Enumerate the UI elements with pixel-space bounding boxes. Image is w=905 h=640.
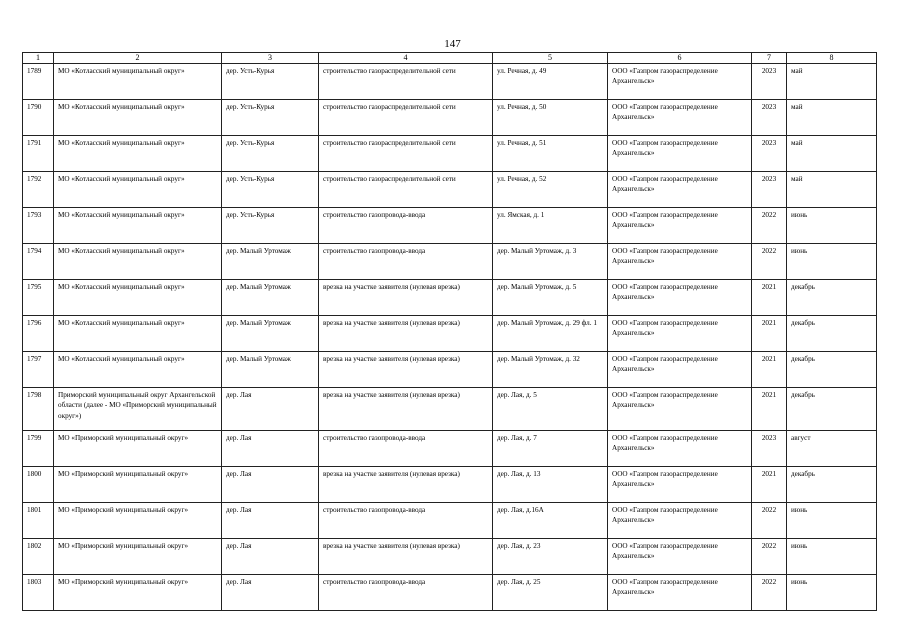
address-cell: дер. Лая, д. 5 — [493, 388, 608, 431]
table-row — [23, 539, 877, 575]
table-row — [23, 100, 877, 136]
month-cell: июнь — [787, 208, 877, 244]
table-row — [23, 575, 877, 611]
settlement-cell: дер. Лая — [222, 575, 319, 611]
operator-cell: ООО «Газпром газораспределение Архангельск» — [608, 352, 752, 388]
settlement-cell: дер. Усть-Курья — [222, 64, 319, 100]
year-cell: 2021 — [752, 388, 787, 431]
table-row — [23, 503, 877, 539]
row-number-cell: 1790 — [23, 100, 54, 136]
row-number-cell: 1789 — [23, 64, 54, 100]
month-cell: май — [787, 136, 877, 172]
row-number-cell: 1793 — [23, 208, 54, 244]
row-number-cell: 1794 — [23, 244, 54, 280]
municipality-cell: МО «Приморский муниципальный округ» — [54, 503, 222, 539]
municipality-cell: МО «Котласский муниципальный округ» — [54, 244, 222, 280]
row-number-cell: 1792 — [23, 172, 54, 208]
address-cell: ул. Речная, д. 49 — [493, 64, 608, 100]
work-type-cell: строительство газораспределительной сети — [319, 172, 493, 208]
column-header: 3 — [222, 53, 319, 64]
year-cell: 2022 — [752, 208, 787, 244]
work-type-cell: врезка на участке заявителя (нулевая врезка) — [319, 467, 493, 503]
month-cell: декабрь — [787, 316, 877, 352]
work-type-cell: строительство газопровода-ввода — [319, 208, 493, 244]
work-type-cell: строительство газопровода-ввода — [319, 575, 493, 611]
column-header: 7 — [752, 53, 787, 64]
municipality-cell: МО «Котласский муниципальный округ» — [54, 280, 222, 316]
settlement-cell: дер. Лая — [222, 503, 319, 539]
month-cell: декабрь — [787, 467, 877, 503]
operator-cell: ООО «Газпром газораспределение Архангельск» — [608, 208, 752, 244]
municipality-cell: МО «Котласский муниципальный округ» — [54, 64, 222, 100]
operator-cell: ООО «Газпром газораспределение Архангельск» — [608, 431, 752, 467]
month-cell: июнь — [787, 244, 877, 280]
year-cell: 2023 — [752, 100, 787, 136]
table-row — [23, 244, 877, 280]
row-number-cell: 1791 — [23, 136, 54, 172]
work-type-cell: строительство газораспределительной сети — [319, 136, 493, 172]
row-number-cell: 1799 — [23, 431, 54, 467]
operator-cell: ООО «Газпром газораспределение Архангельск» — [608, 539, 752, 575]
work-type-cell: строительство газораспределительной сети — [319, 64, 493, 100]
table-row — [23, 467, 877, 503]
row-number-cell: 1795 — [23, 280, 54, 316]
address-cell: дер. Лая, д. 7 — [493, 431, 608, 467]
row-number-cell: 1800 — [23, 467, 54, 503]
table-body — [23, 64, 877, 611]
row-number-cell: 1798 — [23, 388, 54, 431]
month-cell: декабрь — [787, 352, 877, 388]
address-cell: дер. Малый Уртомаж, д. 3 — [493, 244, 608, 280]
year-cell: 2022 — [752, 539, 787, 575]
year-cell: 2021 — [752, 280, 787, 316]
work-type-cell: строительство газопровода-ввода — [319, 503, 493, 539]
address-cell: ул. Ямская, д. 1 — [493, 208, 608, 244]
operator-cell: ООО «Газпром газораспределение Архангельск» — [608, 316, 752, 352]
registry-table — [22, 52, 877, 611]
column-header: 2 — [54, 53, 222, 64]
municipality-cell: МО «Приморский муниципальный округ» — [54, 431, 222, 467]
operator-cell: ООО «Газпром газораспределение Архангельск» — [608, 172, 752, 208]
year-cell: 2023 — [752, 172, 787, 208]
table-row — [23, 280, 877, 316]
year-cell: 2022 — [752, 575, 787, 611]
table-row — [23, 352, 877, 388]
address-cell: дер. Лая, д.16А — [493, 503, 608, 539]
municipality-cell: МО «Котласский муниципальный округ» — [54, 100, 222, 136]
address-cell: дер. Малый Уртомаж, д. 32 — [493, 352, 608, 388]
municipality-cell: МО «Котласский муниципальный округ» — [54, 172, 222, 208]
year-cell: 2022 — [752, 503, 787, 539]
municipality-cell: МО «Котласский муниципальный округ» — [54, 316, 222, 352]
table-row — [23, 431, 877, 467]
work-type-cell: строительство газораспределительной сети — [319, 100, 493, 136]
operator-cell: ООО «Газпром газораспределение Архангельск» — [608, 136, 752, 172]
column-header: 6 — [608, 53, 752, 64]
table-row — [23, 316, 877, 352]
address-cell: ул. Речная, д. 51 — [493, 136, 608, 172]
year-cell: 2021 — [752, 352, 787, 388]
row-number-cell: 1797 — [23, 352, 54, 388]
operator-cell: ООО «Газпром газораспределение Архангельск» — [608, 280, 752, 316]
settlement-cell: дер. Лая — [222, 539, 319, 575]
row-number-cell: 1802 — [23, 539, 54, 575]
month-cell: декабрь — [787, 388, 877, 431]
year-cell: 2021 — [752, 467, 787, 503]
header-row — [23, 53, 877, 64]
operator-cell: ООО «Газпром газораспределение Архангельск» — [608, 503, 752, 539]
settlement-cell: дер. Малый Уртомаж — [222, 280, 319, 316]
settlement-cell: дер. Лая — [222, 388, 319, 431]
row-number-cell: 1801 — [23, 503, 54, 539]
month-cell: июнь — [787, 575, 877, 611]
year-cell: 2021 — [752, 316, 787, 352]
year-cell: 2023 — [752, 431, 787, 467]
year-cell: 2023 — [752, 136, 787, 172]
year-cell: 2022 — [752, 244, 787, 280]
month-cell: декабрь — [787, 280, 877, 316]
address-cell: дер. Малый Уртомаж, д. 5 — [493, 280, 608, 316]
work-type-cell: строительство газопровода-ввода — [319, 244, 493, 280]
month-cell: август — [787, 431, 877, 467]
row-number-cell: 1796 — [23, 316, 54, 352]
operator-cell: ООО «Газпром газораспределение Архангельск» — [608, 244, 752, 280]
month-cell: май — [787, 100, 877, 136]
municipality-cell: МО «Приморский муниципальный округ» — [54, 575, 222, 611]
settlement-cell: дер. Малый Уртомаж — [222, 316, 319, 352]
address-cell: ул. Речная, д. 50 — [493, 100, 608, 136]
settlement-cell: дер. Усть-Курья — [222, 208, 319, 244]
month-cell: июнь — [787, 503, 877, 539]
table-row — [23, 208, 877, 244]
settlement-cell: дер. Лая — [222, 431, 319, 467]
column-header: 4 — [319, 53, 493, 64]
municipality-cell: МО «Котласский муниципальный округ» — [54, 136, 222, 172]
page-number: 147 — [444, 38, 461, 50]
operator-cell: ООО «Газпром газораспределение Архангельск» — [608, 388, 752, 431]
work-type-cell: врезка на участке заявителя (нулевая врезка) — [319, 388, 493, 431]
work-type-cell: врезка на участке заявителя (нулевая врезка) — [319, 539, 493, 575]
table-row — [23, 136, 877, 172]
municipality-cell: МО «Котласский муниципальный округ» — [54, 352, 222, 388]
column-header: 1 — [23, 53, 54, 64]
operator-cell: ООО «Газпром газораспределение Архангельск» — [608, 467, 752, 503]
settlement-cell: дер. Малый Уртомаж — [222, 244, 319, 280]
settlement-cell: дер. Лая — [222, 467, 319, 503]
operator-cell: ООО «Газпром газораспределение Архангельск» — [608, 100, 752, 136]
work-type-cell: врезка на участке заявителя (нулевая врезка) — [319, 280, 493, 316]
address-cell: дер. Лая, д. 13 — [493, 467, 608, 503]
settlement-cell: дер. Усть-Курья — [222, 136, 319, 172]
column-header: 8 — [787, 53, 877, 64]
month-cell: май — [787, 172, 877, 208]
operator-cell: ООО «Газпром газораспределение Архангельск» — [608, 575, 752, 611]
municipality-cell: МО «Приморский муниципальный округ» — [54, 467, 222, 503]
address-cell: дер. Лая, д. 25 — [493, 575, 608, 611]
year-cell: 2023 — [752, 64, 787, 100]
address-cell: ул. Речная, д. 52 — [493, 172, 608, 208]
column-header: 5 — [493, 53, 608, 64]
work-type-cell: строительство газопровода-ввода — [319, 431, 493, 467]
address-cell: дер. Лая, д. 23 — [493, 539, 608, 575]
settlement-cell: дер. Усть-Курья — [222, 100, 319, 136]
municipality-cell: МО «Приморский муниципальный округ» — [54, 539, 222, 575]
settlement-cell: дер. Усть-Курья — [222, 172, 319, 208]
operator-cell: ООО «Газпром газораспределение Архангельск» — [608, 64, 752, 100]
table-row — [23, 388, 877, 431]
work-type-cell: врезка на участке заявителя (нулевая врезка) — [319, 352, 493, 388]
table-row — [23, 172, 877, 208]
municipality-cell: Приморский муниципальный округ Архангельской области (далее - МО «Приморский муниципальный округ») — [54, 388, 222, 431]
month-cell: май — [787, 64, 877, 100]
table-row — [23, 64, 877, 100]
address-cell: дер. Малый Уртомаж, д. 29 фл. 1 — [493, 316, 608, 352]
settlement-cell: дер. Малый Уртомаж — [222, 352, 319, 388]
row-number-cell: 1803 — [23, 575, 54, 611]
municipality-cell: МО «Котласский муниципальный округ» — [54, 208, 222, 244]
month-cell: июнь — [787, 539, 877, 575]
work-type-cell: врезка на участке заявителя (нулевая врезка) — [319, 316, 493, 352]
